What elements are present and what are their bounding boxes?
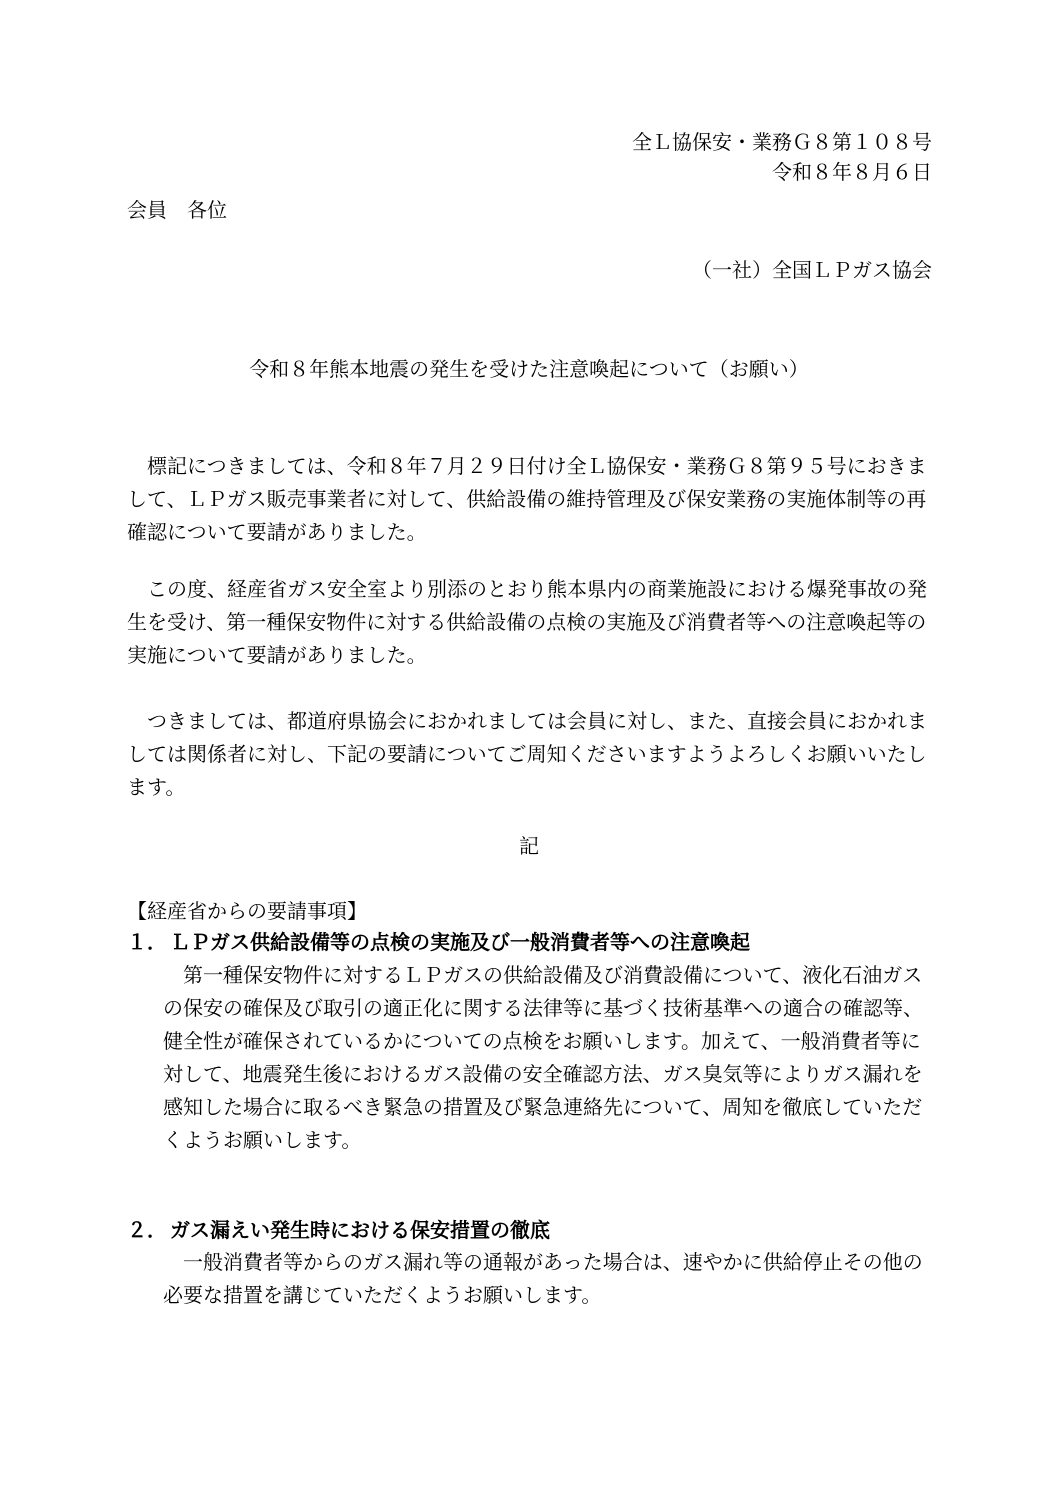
body-paragraph-1: 標記につきましては、令和８年７月２９日付け全Ｌ協保安・業務Ｇ８第９５号におきまして、ＬＰガス販売事業者に対して、供給設備の維持管理及び保安業務の実施体制等の再確認について要請がありました。 [127, 454, 927, 544]
sender: （一社）全国ＬＰガス協会 [692, 258, 932, 282]
request-item-number: ２． [127, 1218, 167, 1242]
request-item-number: １． [127, 930, 167, 954]
document-number: 全Ｌ協保安・業務Ｇ８第１０８号 [632, 130, 932, 154]
body-paragraph-3: つきましては、都道府県協会におかれましては会員に対し、また、直接会員におかれましては関係者に対し、下記の要請についてご周知くださいますようよろしくお願いいたします。 [127, 709, 927, 799]
requests-heading: 【経産省からの要請事項】 [127, 899, 367, 923]
request-item-title: ＬＰガス供給設備等の点検の実施及び一般消費者等への注意喚起 [170, 930, 750, 954]
request-item-title: ガス漏えい発生時における保安措置の徹底 [170, 1218, 550, 1242]
issue-date: 令和８年８月６日 [772, 160, 932, 184]
document-title: 令和８年熊本地震の発生を受けた注意喚起について（お願い） [249, 357, 809, 381]
request-item-text: 第一種保安物件に対するＬＰガスの供給設備及び消費設備について、液化石油ガスの保安の確保及び取引の適正化に関する法律等に基づく技術基準への適合の確認等、健全性が確保されているかについての点検をお願いします。加えて、一般消費者等に対して、地震発生後におけるガス設備の安全確認方法、ガス臭気等によりガス漏れを感知した場合に取るべき緊急の措置及び緊急連絡先について、周知を徹底していただくようお願いします。 [163, 963, 923, 1152]
body-paragraph-2: この度、経産省ガス安全室より別添のとおり熊本県内の商業施設における爆発事故の発生を受け、第一種保安物件に対する供給設備の点検の実施及び消費者等への注意喚起等の実施について要請がありました。 [127, 577, 927, 667]
request-item-text: 一般消費者等からのガス漏れ等の通報があった場合は、速やかに供給停止その他の必要な措置を講じていただくようお願いします。 [163, 1250, 923, 1307]
ki-marker: 記 [519, 834, 539, 858]
recipient: 会員 各位 [127, 198, 227, 222]
